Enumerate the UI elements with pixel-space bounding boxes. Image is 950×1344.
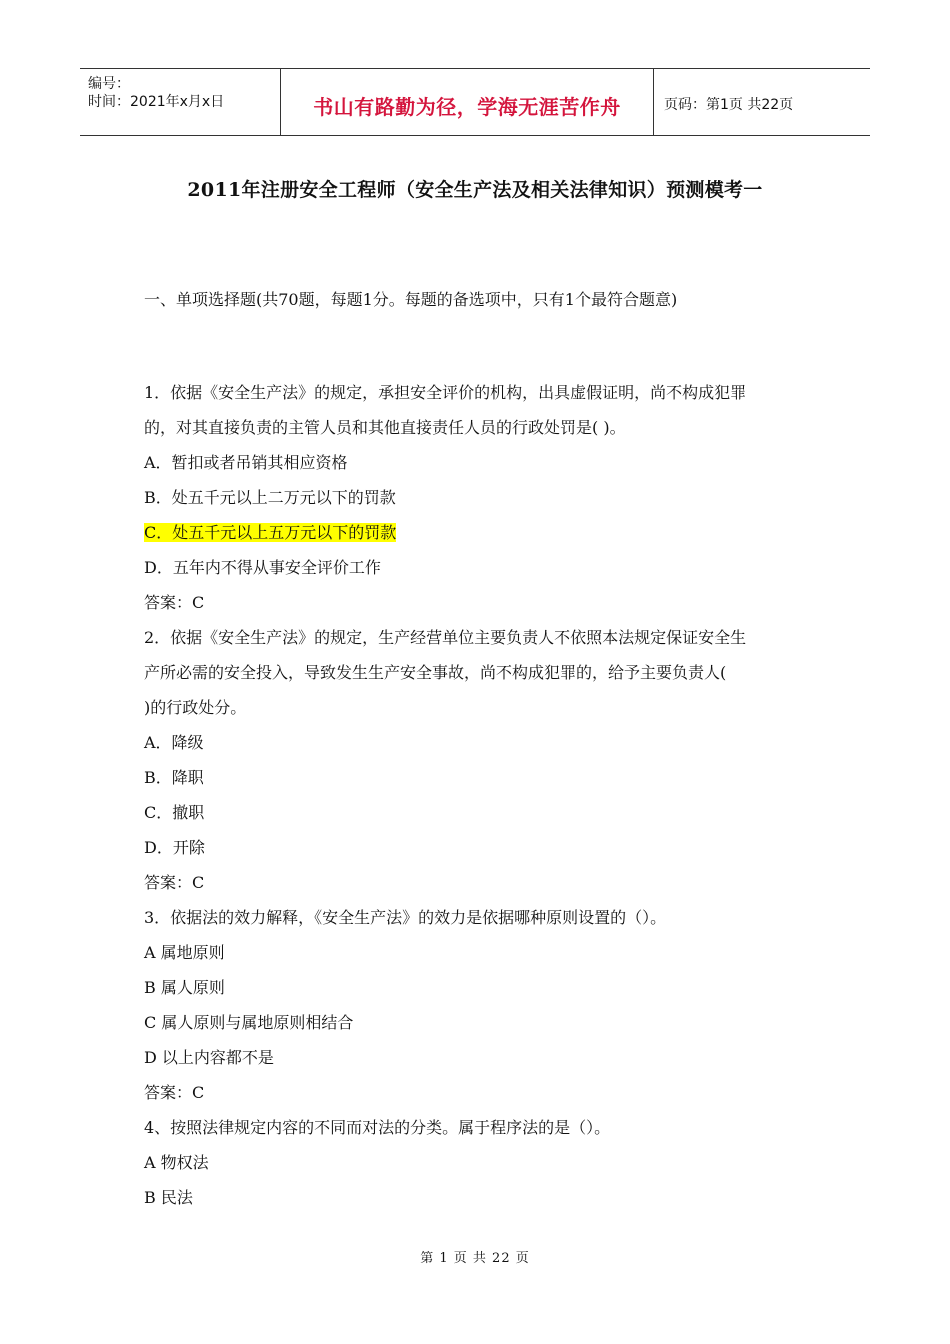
number-label: 编号：	[88, 76, 130, 92]
section-heading: 一、单项选择题(共70题，每题1分。每题的备选项中，只有1个最符合题意)	[144, 290, 678, 309]
question-list	[144, 380, 816, 1220]
question-2-option-a: A．降级	[144, 733, 204, 752]
question-3-option-d: D 以上内容都不是	[144, 1048, 274, 1067]
question-1-option-b: B．处五千元以上二万元以下的罚款	[144, 488, 396, 507]
question-4-option-a: A 物权法	[144, 1153, 209, 1172]
page-title: 2011年注册安全工程师（安全生产法及相关法律知识）预测模考一	[187, 179, 763, 201]
question-2-stem-line-3: )的行政处分。	[144, 698, 247, 717]
page-info-cell	[654, 69, 870, 135]
question-3-option-b: B 属人原则	[144, 978, 225, 997]
question-2-answer: 答案：C	[144, 873, 205, 892]
question-2-option-b: B．降职	[144, 768, 204, 787]
question-1-stem-line-1: 1．依据《安全生产法》的规定，承担安全评价的机构，出具虚假证明，尚不构成犯罪	[144, 383, 747, 402]
question-1-option-c-highlighted: C．处五千元以上五万元以下的罚款	[144, 523, 397, 542]
question-4-stem: 4、按照法律规定内容的不同而对法的分类。属于程序法的是（）。	[144, 1118, 611, 1137]
question-4-option-b: B 民法	[144, 1188, 193, 1207]
question-1-option-d: D．五年内不得从事安全评价工作	[144, 558, 381, 577]
question-3-stem: 3．依据法的效力解释，《安全生产法》的效力是依据哪种原则设置的（）。	[144, 908, 667, 927]
page-footer: 第 1 页 共 22 页	[420, 1251, 530, 1266]
motto-text: 书山有路勤为径，学海无涯苦作舟	[313, 94, 621, 119]
question-3-option-a: A 属地原则	[144, 943, 225, 962]
page-info: 页码：第1页 共22页	[664, 97, 794, 113]
question-3-option-c: C 属人原则与属地原则相结合	[144, 1013, 354, 1032]
question-1-option-c-row	[144, 520, 816, 555]
header-meta-cell	[80, 69, 281, 135]
question-3-answer: 答案：C	[144, 1083, 205, 1102]
time-label: 时间：2021年x月x日	[88, 94, 225, 110]
question-1-stem-line-2: 的，对其直接负责的主管人员和其他直接责任人员的行政处罚是( )。	[144, 418, 626, 437]
question-1-option-a: A．暂扣或者吊销其相应资格	[144, 453, 348, 472]
question-1-answer: 答案：C	[144, 593, 205, 612]
question-2-stem-line-1: 2．依据《安全生产法》的规定，生产经营单位主要负责人不依照本法规定保证安全生	[144, 628, 747, 647]
motto-cell	[281, 69, 654, 135]
question-2-option-d: D．开除	[144, 838, 205, 857]
question-2-stem-line-2: 产所必需的安全投入，导致发生生产安全事故，尚不构成犯罪的，给予主要负责人(	[144, 663, 727, 682]
document-header	[80, 68, 870, 136]
question-2-option-c: C．撤职	[144, 803, 205, 822]
